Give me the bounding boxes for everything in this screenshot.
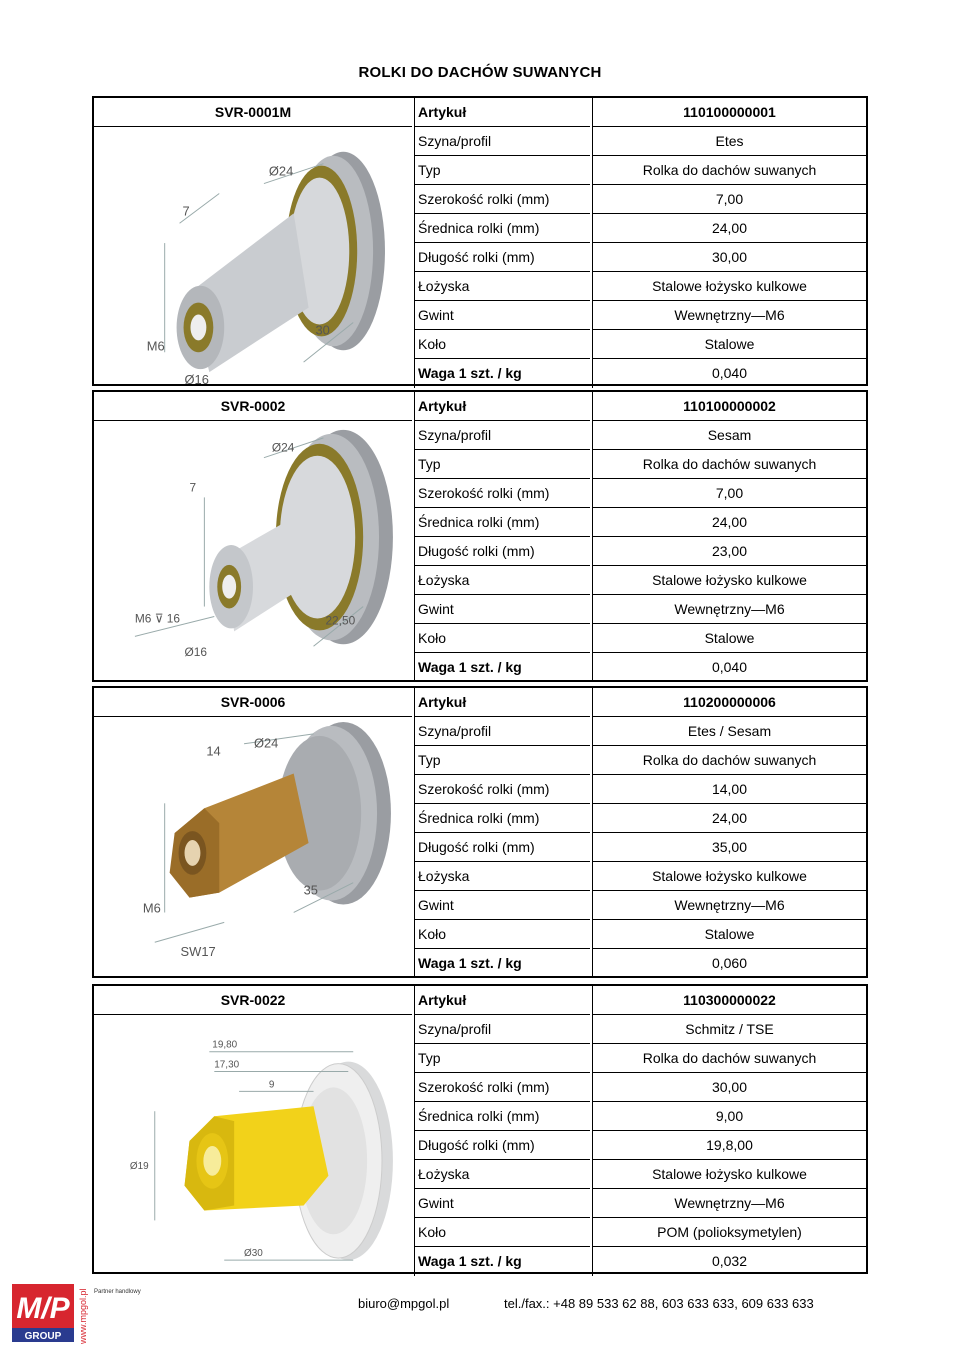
spec-label: Łożyska	[414, 272, 590, 301]
spec-label: Gwint	[414, 1189, 590, 1218]
spec-label: Szyna/profil	[414, 1015, 590, 1044]
spec-label: Gwint	[414, 595, 590, 624]
spec-label: Łożyska	[414, 1160, 590, 1189]
spec-value: Stalowe	[592, 330, 866, 359]
spec-label: Typ	[414, 450, 590, 479]
product-card-svr-0001m	[92, 96, 868, 386]
spec-value: Stalowe łożysko kulkowe	[592, 862, 866, 891]
spec-value: Etes / Sesam	[592, 717, 866, 746]
spec-value: Rolka do dachów suwanych	[592, 156, 866, 185]
spec-value: 24,00	[592, 508, 866, 537]
spec-value: Wewnętrzny—M6	[592, 891, 866, 920]
spec-label: Typ	[414, 156, 590, 185]
product-code: SVR-0002	[94, 392, 412, 421]
spec-value: 7,00	[592, 185, 866, 214]
spec-label: Długość rolki (mm)	[414, 243, 590, 272]
spec-label: Koło	[414, 330, 590, 359]
spec-label: Średnica rolki (mm)	[414, 508, 590, 537]
product-card-svr-0002	[92, 390, 868, 682]
dim-diameter: Ø24	[271, 440, 295, 455]
spec-label: Średnica rolki (mm)	[414, 804, 590, 833]
page-title: ROLKI DO DACHÓW SUWANYCH	[358, 64, 602, 81]
logo-url: www.mpgol.pl	[78, 1288, 88, 1344]
dim-diameter: Ø24	[253, 735, 279, 751]
spec-value: Rolka do dachów suwanych	[592, 746, 866, 775]
spec-value: 24,00	[592, 214, 866, 243]
spec-value: 110300000022	[592, 986, 866, 1015]
spec-value: Rolka do dachów suwanych	[592, 450, 866, 479]
spec-value: 0,040	[592, 653, 866, 682]
dim-width: 7	[182, 203, 190, 219]
mp-group-logo-icon	[12, 1280, 92, 1346]
dim-width: 7	[189, 480, 197, 495]
product-code: SVR-0001M	[94, 98, 412, 127]
spec-label: Waga 1 szt. / kg	[414, 653, 590, 682]
spec-value: Stalowe łożysko kulkowe	[592, 566, 866, 595]
spec-label: Szerokość rolki (mm)	[414, 479, 590, 508]
dim-length: 30	[315, 322, 330, 338]
spec-label: Artykuł	[414, 688, 590, 717]
spec-value: 110100000001	[592, 98, 866, 127]
spec-value: Stalowe	[592, 920, 866, 949]
spec-label: Artykuł	[414, 986, 590, 1015]
dim-length: 35	[303, 882, 318, 898]
dim-thread: M6	[142, 900, 161, 916]
dim-diameter: Ø24	[268, 163, 294, 179]
logo-sub: GROUP	[24, 1331, 62, 1342]
dim-diameter: Ø30	[244, 1248, 263, 1260]
product-code: SVR-0022	[94, 986, 412, 1015]
spec-label: Szyna/profil	[414, 127, 590, 156]
dim-hub: Ø16	[184, 645, 208, 660]
spec-label: Długość rolki (mm)	[414, 1131, 590, 1160]
product-card-svr-0006	[92, 686, 868, 978]
spec-label: Waga 1 szt. / kg	[414, 359, 590, 388]
spec-label: Typ	[414, 1044, 590, 1073]
dim-hub: Ø19	[129, 1160, 149, 1172]
spec-label: Koło	[414, 624, 590, 653]
spec-label: Długość rolki (mm)	[414, 833, 590, 862]
spec-label: Typ	[414, 746, 590, 775]
spec-value: 110100000002	[592, 392, 866, 421]
dim-thread: M6 ⊽ 16	[134, 611, 180, 626]
spec-value: POM (polioksymetylen)	[592, 1218, 866, 1247]
spec-label: Łożyska	[414, 566, 590, 595]
spec-value: Wewnętrzny—M6	[592, 595, 866, 624]
spec-value: 30,00	[592, 243, 866, 272]
spec-label: Szerokość rolki (mm)	[414, 1073, 590, 1102]
spec-value: 19,8,00	[592, 1131, 866, 1160]
spec-value: 9,00	[592, 1102, 866, 1131]
spec-value: Wewnętrzny—M6	[592, 1189, 866, 1218]
spec-value: Sesam	[592, 421, 866, 450]
spec-label: Waga 1 szt. / kg	[414, 949, 590, 978]
contact-email[interactable]: biuro@mpgol.pl	[358, 1296, 450, 1311]
spec-label: Waga 1 szt. / kg	[414, 1247, 590, 1276]
spec-label: Szerokość rolki (mm)	[414, 775, 590, 804]
spec-value: 0,060	[592, 949, 866, 978]
spec-label: Koło	[414, 1218, 590, 1247]
spec-value: 30,00	[592, 1073, 866, 1102]
spec-value: Stalowe łożysko kulkowe	[592, 272, 866, 301]
spec-label: Średnica rolki (mm)	[414, 1102, 590, 1131]
spec-value: Stalowe łożysko kulkowe	[592, 1160, 866, 1189]
spec-value: Rolka do dachów suwanych	[592, 1044, 866, 1073]
dim-length-body: 17,30	[214, 1059, 240, 1071]
spec-label: Gwint	[414, 301, 590, 330]
spec-value: 24,00	[592, 804, 866, 833]
dim-hub: Ø16	[184, 372, 209, 384]
spec-value: 0,032	[592, 1247, 866, 1276]
spec-label: Szerokość rolki (mm)	[414, 185, 590, 214]
dim-thread: M6	[146, 338, 165, 354]
spec-value: 110200000006	[592, 688, 866, 717]
dim-length-total: 19,80	[212, 1039, 238, 1051]
spec-value: Schmitz / TSE	[592, 1015, 866, 1044]
contact-phone: tel./fax.: +48 89 533 62 88, 603 633 633, 609 633 633	[504, 1296, 814, 1311]
spec-label: Łożyska	[414, 862, 590, 891]
spec-label: Szyna/profil	[414, 717, 590, 746]
spec-value: Stalowe	[592, 624, 866, 653]
spec-value: 35,00	[592, 833, 866, 862]
product-card-svr-0022	[92, 984, 868, 1274]
spec-label: Długość rolki (mm)	[414, 537, 590, 566]
spec-label: Artykuł	[414, 392, 590, 421]
dim-width: 9	[268, 1079, 275, 1091]
dim-length: 22,50	[325, 613, 356, 628]
spec-label: Artykuł	[414, 98, 590, 127]
spec-label: Szyna/profil	[414, 421, 590, 450]
spec-value: 14,00	[592, 775, 866, 804]
spec-value: Wewnętrzny—M6	[592, 301, 866, 330]
dim-wrench: SW17	[180, 944, 216, 960]
logo-text: M/P	[16, 1292, 70, 1325]
spec-label: Koło	[414, 920, 590, 949]
spec-value: Etes	[592, 127, 866, 156]
spec-value: 23,00	[592, 537, 866, 566]
company-logo[interactable]	[12, 1280, 92, 1346]
product-code: SVR-0006	[94, 688, 412, 717]
spec-label: Średnica rolki (mm)	[414, 214, 590, 243]
partner-label: Partner handlowy	[94, 1289, 141, 1295]
spec-value: 0,040	[592, 359, 866, 388]
spec-label: Gwint	[414, 891, 590, 920]
dim-width: 14	[206, 743, 221, 759]
spec-value: 7,00	[592, 479, 866, 508]
